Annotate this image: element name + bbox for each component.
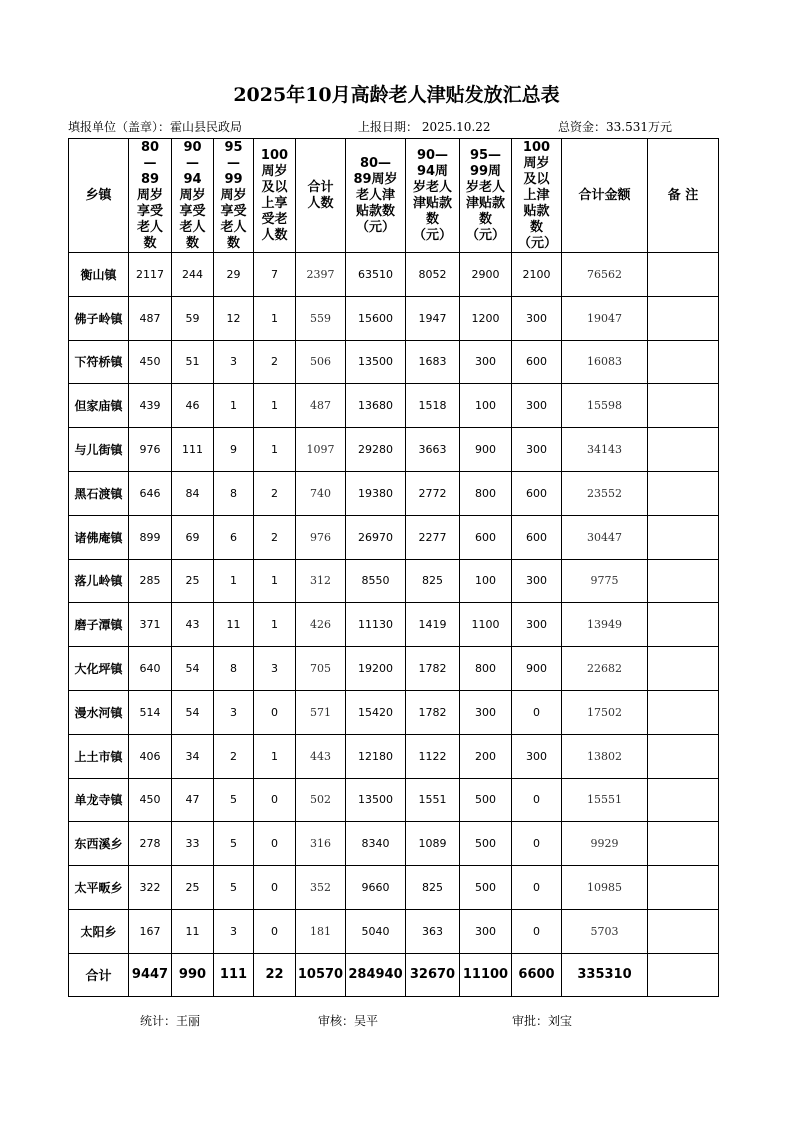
table-cell: 322 xyxy=(129,866,172,910)
table-cell: 825 xyxy=(406,866,460,910)
table-cell: 9 xyxy=(214,428,254,472)
town-name: 东西溪乡 xyxy=(69,822,129,866)
column-header: 80—89周岁享受老人数 xyxy=(129,139,172,253)
table-cell: 1 xyxy=(214,384,254,428)
table-cell: 1 xyxy=(254,559,296,603)
table-cell: 25 xyxy=(172,866,214,910)
table-cell: 1122 xyxy=(406,734,460,778)
remark-cell xyxy=(648,253,719,297)
table-cell: 13680 xyxy=(346,384,406,428)
table-cell: 181 xyxy=(296,909,346,953)
remark-cell xyxy=(648,778,719,822)
table-cell: 13802 xyxy=(562,734,648,778)
table-cell: 406 xyxy=(129,734,172,778)
table-cell: 2 xyxy=(254,515,296,559)
statistician: 统计：王丽 xyxy=(140,1014,201,1028)
table-row xyxy=(69,778,719,822)
table-row xyxy=(69,866,719,910)
table-cell: 8550 xyxy=(346,559,406,603)
town-name: 漫水河镇 xyxy=(69,690,129,734)
table-cell: 514 xyxy=(129,690,172,734)
table-cell: 1 xyxy=(254,603,296,647)
table-cell: 10985 xyxy=(562,866,648,910)
table-cell: 1518 xyxy=(406,384,460,428)
table-cell: 8 xyxy=(214,647,254,691)
remark-cell xyxy=(648,647,719,691)
town-name: 下符桥镇 xyxy=(69,340,129,384)
table-cell: 2100 xyxy=(512,253,562,297)
table-cell: 76562 xyxy=(562,253,648,297)
town-name: 衡山镇 xyxy=(69,253,129,297)
table-cell: 5040 xyxy=(346,909,406,953)
table-cell: 976 xyxy=(129,428,172,472)
table-cell: 12180 xyxy=(346,734,406,778)
table-cell: 5 xyxy=(214,778,254,822)
town-name: 但家庙镇 xyxy=(69,384,129,428)
town-name: 诸佛庵镇 xyxy=(69,515,129,559)
table-cell: 646 xyxy=(129,471,172,515)
page-title: 2025年10月高龄老人津贴发放汇总表 xyxy=(233,84,560,106)
table-row xyxy=(69,515,719,559)
reviewer: 审核：吴平 xyxy=(318,1014,379,1028)
town-name: 大化坪镇 xyxy=(69,647,129,691)
table-cell: 0 xyxy=(512,690,562,734)
table-cell: 17502 xyxy=(562,690,648,734)
table-cell: 111 xyxy=(172,428,214,472)
column-header: 80—89周岁老人津贴款数（元） xyxy=(346,139,406,253)
remark-cell xyxy=(648,734,719,778)
total-row xyxy=(69,953,719,996)
table-cell: 5 xyxy=(214,866,254,910)
table-cell: 1551 xyxy=(406,778,460,822)
table-cell: 1683 xyxy=(406,340,460,384)
table-cell: 5703 xyxy=(562,909,648,953)
table-cell: 167 xyxy=(129,909,172,953)
table-cell: 1097 xyxy=(296,428,346,472)
table-cell: 2 xyxy=(254,471,296,515)
table-cell: 0 xyxy=(512,909,562,953)
town-name: 与儿街镇 xyxy=(69,428,129,472)
town-name: 上土市镇 xyxy=(69,734,129,778)
table-cell: 9929 xyxy=(562,822,648,866)
remark-cell xyxy=(648,690,719,734)
table-cell: 705 xyxy=(296,647,346,691)
table-cell: 300 xyxy=(512,734,562,778)
remark-cell xyxy=(648,559,719,603)
table-cell: 1 xyxy=(254,734,296,778)
table-cell: 600 xyxy=(512,340,562,384)
table-cell: 740 xyxy=(296,471,346,515)
town-name: 太阳乡 xyxy=(69,909,129,953)
table-row xyxy=(69,603,719,647)
table-cell: 352 xyxy=(296,866,346,910)
table-cell: 244 xyxy=(172,253,214,297)
table-cell: 2397 xyxy=(296,253,346,297)
table-row xyxy=(69,471,719,515)
table-cell: 2772 xyxy=(406,471,460,515)
table-row xyxy=(69,428,719,472)
table-cell: 3 xyxy=(214,690,254,734)
table-cell: 16083 xyxy=(562,340,648,384)
table-cell: 13500 xyxy=(346,340,406,384)
table-cell: 25 xyxy=(172,559,214,603)
table-cell: 1089 xyxy=(406,822,460,866)
table-cell: 11 xyxy=(214,603,254,647)
table-cell: 15598 xyxy=(562,384,648,428)
table-cell: 300 xyxy=(460,909,512,953)
table-cell: 54 xyxy=(172,647,214,691)
table-cell: 300 xyxy=(512,296,562,340)
table-cell: 12 xyxy=(214,296,254,340)
total-funds: 总资金：33.531万元 xyxy=(558,120,672,134)
table-cell: 300 xyxy=(460,340,512,384)
remark-cell xyxy=(648,603,719,647)
town-name: 单龙寺镇 xyxy=(69,778,129,822)
column-header: 95—99周岁享受老人数 xyxy=(214,139,254,253)
table-row xyxy=(69,822,719,866)
table-cell: 502 xyxy=(296,778,346,822)
table-cell: 3 xyxy=(254,647,296,691)
table-cell: 506 xyxy=(296,340,346,384)
table-cell: 26970 xyxy=(346,515,406,559)
table-cell: 1 xyxy=(254,428,296,472)
remark-cell xyxy=(648,471,719,515)
table-cell: 11 xyxy=(172,909,214,953)
table-cell: 0 xyxy=(512,778,562,822)
table-cell: 13949 xyxy=(562,603,648,647)
table-cell: 8052 xyxy=(406,253,460,297)
table-cell: 0 xyxy=(254,822,296,866)
total-cell: 22 xyxy=(254,953,296,996)
table-cell: 2 xyxy=(214,734,254,778)
table-cell: 363 xyxy=(406,909,460,953)
table-cell: 200 xyxy=(460,734,512,778)
table-cell: 84 xyxy=(172,471,214,515)
table-cell: 19200 xyxy=(346,647,406,691)
table-cell: 2900 xyxy=(460,253,512,297)
table-cell: 439 xyxy=(129,384,172,428)
table-cell: 571 xyxy=(296,690,346,734)
table-cell: 11130 xyxy=(346,603,406,647)
table-cell: 600 xyxy=(512,471,562,515)
table-cell: 443 xyxy=(296,734,346,778)
remark-cell xyxy=(648,822,719,866)
table-cell: 23552 xyxy=(562,471,648,515)
table-cell: 0 xyxy=(254,909,296,953)
remark-cell xyxy=(648,296,719,340)
reporting-unit: 填报单位（盖章）：霍山县民政局 xyxy=(68,120,243,134)
table-row xyxy=(69,296,719,340)
table-cell: 19047 xyxy=(562,296,648,340)
remark-cell xyxy=(648,428,719,472)
table-cell: 54 xyxy=(172,690,214,734)
table-cell: 15551 xyxy=(562,778,648,822)
table-cell: 8340 xyxy=(346,822,406,866)
table-cell: 8 xyxy=(214,471,254,515)
table-row xyxy=(69,559,719,603)
table-cell: 600 xyxy=(460,515,512,559)
table-cell: 59 xyxy=(172,296,214,340)
table-cell: 500 xyxy=(460,866,512,910)
table-row xyxy=(69,340,719,384)
table-cell: 5 xyxy=(214,822,254,866)
column-header: 100周岁及以上津贴款数（元） xyxy=(512,139,562,253)
table-row xyxy=(69,909,719,953)
remark-cell xyxy=(648,909,719,953)
table-cell: 13500 xyxy=(346,778,406,822)
total-cell: 990 xyxy=(172,953,214,996)
column-header: 备 注 xyxy=(648,139,719,253)
table-cell: 300 xyxy=(460,690,512,734)
table-cell: 7 xyxy=(254,253,296,297)
table-cell: 500 xyxy=(460,822,512,866)
table-cell: 1947 xyxy=(406,296,460,340)
table-row xyxy=(69,647,719,691)
table-cell: 300 xyxy=(512,559,562,603)
table-cell: 426 xyxy=(296,603,346,647)
total-cell: 32670 xyxy=(406,953,460,996)
town-name: 佛子岭镇 xyxy=(69,296,129,340)
table-cell: 900 xyxy=(512,647,562,691)
table-cell: 1200 xyxy=(460,296,512,340)
table-cell: 2277 xyxy=(406,515,460,559)
table-cell: 34 xyxy=(172,734,214,778)
table-cell: 3663 xyxy=(406,428,460,472)
column-header: 95—99周岁老人津贴款数（元） xyxy=(460,139,512,253)
table-row xyxy=(69,384,719,428)
table-cell: 30447 xyxy=(562,515,648,559)
table-cell: 51 xyxy=(172,340,214,384)
table-cell: 285 xyxy=(129,559,172,603)
table-cell: 6 xyxy=(214,515,254,559)
table-cell: 43 xyxy=(172,603,214,647)
table-cell: 1 xyxy=(254,384,296,428)
table-cell: 825 xyxy=(406,559,460,603)
table-cell: 2117 xyxy=(129,253,172,297)
town-name: 太平畈乡 xyxy=(69,866,129,910)
table-cell: 800 xyxy=(460,647,512,691)
approver: 审批：刘宝 xyxy=(512,1014,573,1028)
table-cell: 487 xyxy=(129,296,172,340)
table-row xyxy=(69,734,719,778)
table-cell: 450 xyxy=(129,340,172,384)
remark-cell xyxy=(648,515,719,559)
total-cell: 335310 xyxy=(562,953,648,996)
table-cell: 0 xyxy=(512,866,562,910)
table-cell: 500 xyxy=(460,778,512,822)
table-cell: 899 xyxy=(129,515,172,559)
table-cell: 34143 xyxy=(562,428,648,472)
total-cell xyxy=(648,953,719,996)
table-cell: 29280 xyxy=(346,428,406,472)
column-header: 乡镇 xyxy=(69,139,129,253)
table-cell: 33 xyxy=(172,822,214,866)
table-cell: 22682 xyxy=(562,647,648,691)
table-cell: 9660 xyxy=(346,866,406,910)
table-cell: 3 xyxy=(214,340,254,384)
table-cell: 0 xyxy=(254,778,296,822)
column-header: 合计人数 xyxy=(296,139,346,253)
table-cell: 900 xyxy=(460,428,512,472)
table-cell: 559 xyxy=(296,296,346,340)
column-header: 90—94周岁老人津贴款数（元） xyxy=(406,139,460,253)
table-cell: 0 xyxy=(512,822,562,866)
table-cell: 1782 xyxy=(406,647,460,691)
table-cell: 1 xyxy=(254,296,296,340)
table-cell: 19380 xyxy=(346,471,406,515)
table-cell: 47 xyxy=(172,778,214,822)
table-cell: 0 xyxy=(254,690,296,734)
table-cell: 29 xyxy=(214,253,254,297)
table-cell: 15420 xyxy=(346,690,406,734)
table-cell: 300 xyxy=(512,384,562,428)
table-cell: 63510 xyxy=(346,253,406,297)
remark-cell xyxy=(648,866,719,910)
total-cell: 11100 xyxy=(460,953,512,996)
total-cell: 9447 xyxy=(129,953,172,996)
table-cell: 300 xyxy=(512,428,562,472)
table-row xyxy=(69,690,719,734)
table-cell: 800 xyxy=(460,471,512,515)
total-cell: 284940 xyxy=(346,953,406,996)
table-cell: 1419 xyxy=(406,603,460,647)
table-cell: 9775 xyxy=(562,559,648,603)
table-cell: 487 xyxy=(296,384,346,428)
table-cell: 1782 xyxy=(406,690,460,734)
table-cell: 316 xyxy=(296,822,346,866)
column-header: 100周岁及以上享受老人数 xyxy=(254,139,296,253)
table-cell: 450 xyxy=(129,778,172,822)
remark-cell xyxy=(648,340,719,384)
table-cell: 1 xyxy=(214,559,254,603)
table-cell: 15600 xyxy=(346,296,406,340)
table-cell: 312 xyxy=(296,559,346,603)
total-cell: 111 xyxy=(214,953,254,996)
town-name: 落儿岭镇 xyxy=(69,559,129,603)
table-cell: 278 xyxy=(129,822,172,866)
table-cell: 371 xyxy=(129,603,172,647)
table-cell: 300 xyxy=(512,603,562,647)
table-cell: 100 xyxy=(460,384,512,428)
town-name: 磨子潭镇 xyxy=(69,603,129,647)
table-cell: 976 xyxy=(296,515,346,559)
total-label: 合计 xyxy=(69,953,129,996)
table-cell: 600 xyxy=(512,515,562,559)
total-cell: 10570 xyxy=(296,953,346,996)
table-cell: 2 xyxy=(254,340,296,384)
town-name: 黑石渡镇 xyxy=(69,471,129,515)
table-cell: 3 xyxy=(214,909,254,953)
table-cell: 640 xyxy=(129,647,172,691)
table-row xyxy=(69,253,719,297)
total-cell: 6600 xyxy=(512,953,562,996)
table-cell: 100 xyxy=(460,559,512,603)
table-cell: 46 xyxy=(172,384,214,428)
table-cell: 0 xyxy=(254,866,296,910)
table-cell: 69 xyxy=(172,515,214,559)
subsidy-summary-table xyxy=(68,138,719,997)
column-header: 90—94周岁享受老人数 xyxy=(172,139,214,253)
table-header-row xyxy=(69,139,719,253)
remark-cell xyxy=(648,384,719,428)
report-date: 上报日期： 2025.10.22 xyxy=(358,120,491,134)
column-header: 合计金额 xyxy=(562,139,648,253)
table-cell: 1100 xyxy=(460,603,512,647)
